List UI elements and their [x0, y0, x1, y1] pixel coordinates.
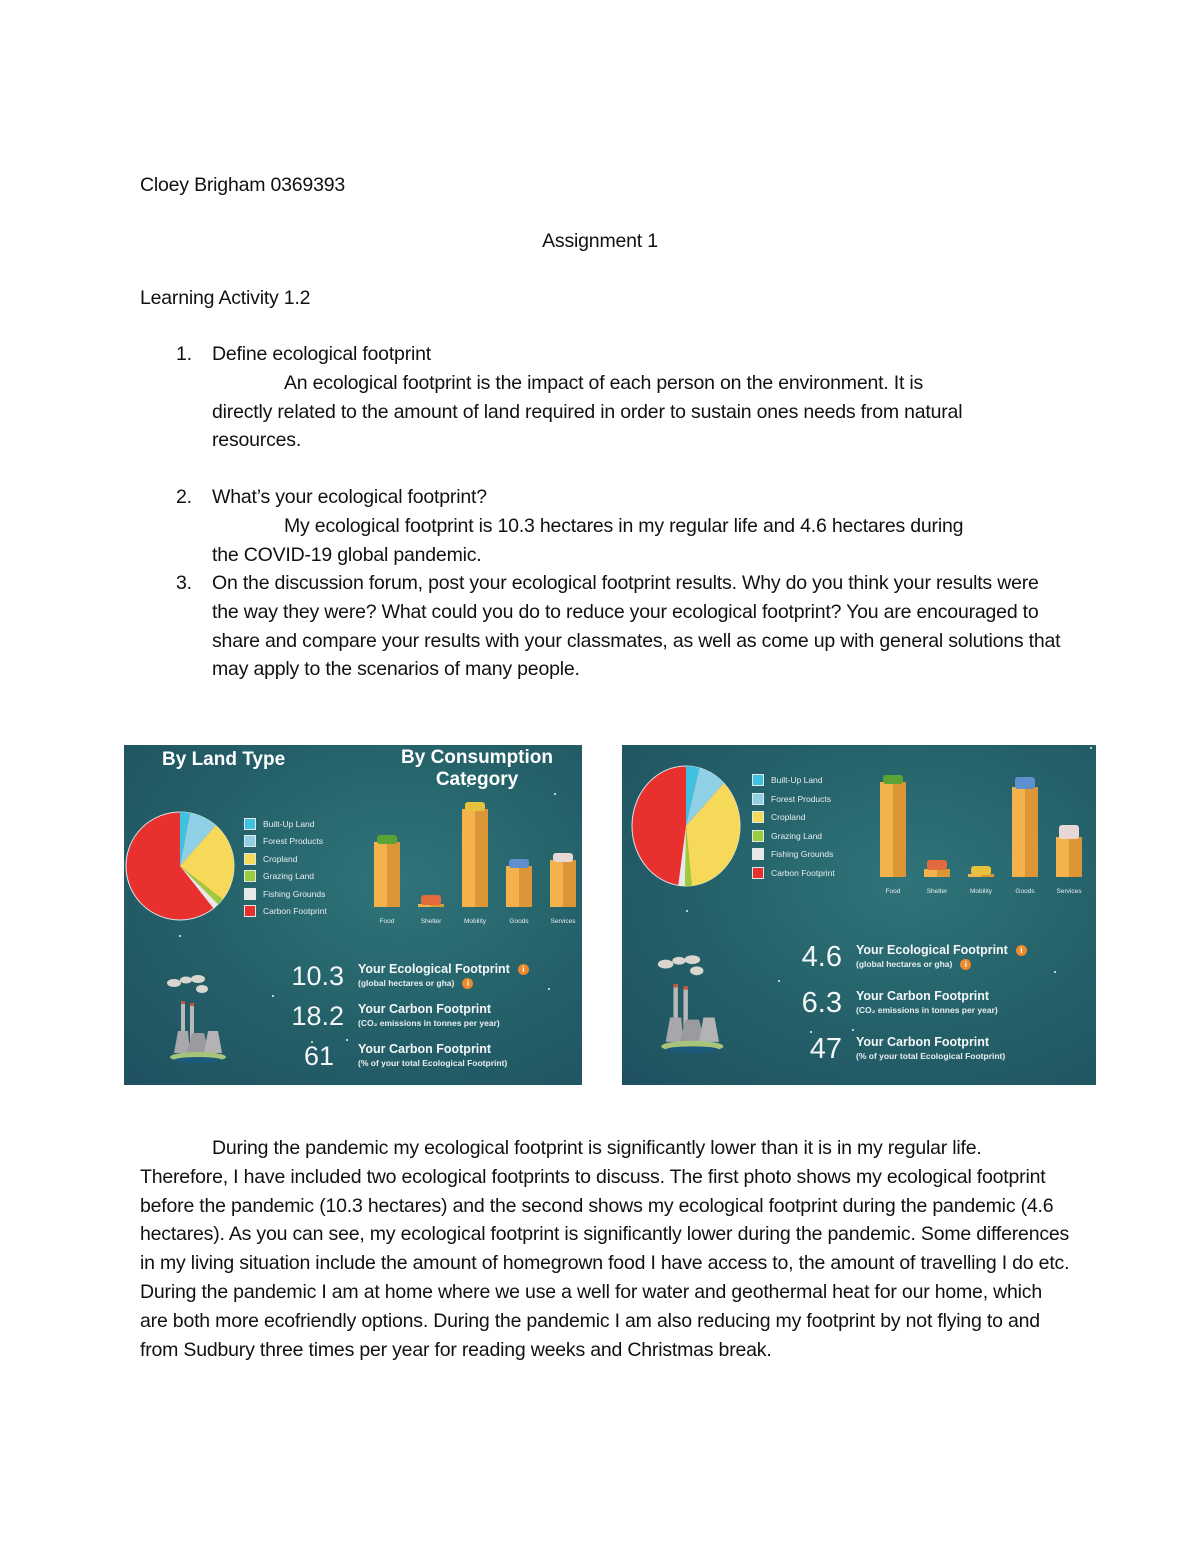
food-crop-icon — [377, 835, 397, 844]
bar-services — [550, 805, 576, 907]
bar-label-shelter: Shelter — [420, 918, 442, 925]
carbon-footprint-tonnes-value: 6.3 — [801, 987, 842, 1019]
hospital-icon — [1059, 825, 1079, 839]
land-type-legend — [752, 771, 835, 882]
carbon-footprint-percent-value: 47 — [809, 1033, 842, 1065]
bar-goods — [506, 805, 532, 907]
legend-item-grazing-land — [244, 868, 327, 886]
answer-text: An ecological footprint is the impact of each person on the environment. It is — [284, 371, 924, 394]
answer-text: My ecological footprint is 10.3 hectares in my regular life and 4.6 hectares during — [284, 514, 964, 537]
stat-title: Your Carbon Footprint — [856, 1035, 990, 1049]
question-prompt: What’s your ecological footprint? — [212, 486, 487, 508]
question-prompt: On the discussion forum, post your ecological footprint results. Why do you think your results were the way they were? What could you do to reduce your ecological footprint? You are encouraged to share and compare your results with your classmates, as well as come up with general solutions that may apply to the scenarios of many people. — [212, 572, 1061, 681]
carbon-footprint-tonnes-value: 18.2 — [291, 1001, 344, 1031]
question-prompt: Define ecological footprint — [212, 343, 431, 365]
hospital-icon — [553, 853, 573, 862]
bar-food — [880, 767, 906, 877]
bar-label-services: Services — [550, 918, 576, 925]
land-type-pie-chart — [124, 810, 236, 922]
food-crop-icon — [883, 775, 903, 784]
power-plant-icon — [654, 953, 744, 1053]
stat-subtitle: (global hectares or gha) — [358, 978, 455, 988]
list-number: 3. — [176, 572, 192, 594]
legend-item-fishing-grounds — [752, 845, 835, 864]
bar-services — [1056, 767, 1082, 877]
bar-label-food: Food — [379, 918, 395, 925]
legend-item-forest-products — [752, 790, 835, 809]
stat-subtitle: (CO₂ emissions in tonnes per year) — [856, 1005, 998, 1015]
legend-label: Forest Products — [263, 836, 323, 847]
legend-label: Grazing Land — [263, 871, 315, 882]
house-icon — [421, 895, 441, 905]
document-title-text: Assignment 1 — [542, 230, 658, 252]
info-icon[interactable]: i — [1016, 945, 1027, 956]
carbon-footprint-percent-stat — [782, 1035, 1005, 1063]
legend-item-carbon-footprint — [752, 864, 835, 883]
answer-continuation: directly related to the amount of land required in order to sustain ones needs from natural resources. — [212, 400, 963, 452]
question-1 — [176, 340, 1076, 455]
consumption-heading — [392, 747, 562, 791]
bar-label-shelter: Shelter — [926, 888, 948, 895]
consumption-bar-chart — [872, 765, 1096, 895]
legend-label: Forest Products — [771, 793, 831, 804]
legend-item-cropland — [752, 808, 835, 827]
footprint-infographic-pandemic — [622, 745, 1096, 1085]
bar-label-mobility: Mobility — [969, 888, 993, 895]
consumption-heading-line1: By Consumption — [401, 747, 553, 768]
legend-label: Cropland — [263, 853, 298, 864]
legend-label: Grazing Land — [771, 830, 823, 841]
stat-subtitle: (% of your total Ecological Footprint) — [856, 1051, 1006, 1061]
goods-box-icon — [1015, 777, 1035, 789]
info-icon[interactable]: i — [462, 978, 473, 989]
legend-label: Fishing Grounds — [771, 849, 834, 860]
footprint-infographic-regular — [124, 745, 582, 1085]
ecological-footprint-value: 4.6 — [801, 941, 842, 973]
list-number: 2. — [176, 486, 192, 508]
carbon-footprint-percent-value: 61 — [303, 1041, 334, 1071]
car-icon — [465, 802, 485, 811]
list-number: 1. — [176, 343, 192, 365]
bar-mobility — [462, 805, 488, 907]
legend-item-cropland — [244, 850, 327, 868]
stat-title: Your Carbon Footprint — [358, 1042, 492, 1056]
stat-subtitle: (% of your total Ecological Footprint) — [358, 1058, 508, 1068]
stat-title: Your Ecological Footprint — [358, 962, 510, 976]
info-icon[interactable]: i — [960, 959, 971, 970]
carbon-footprint-percent-stat — [284, 1042, 507, 1070]
carbon-footprint-tonnes-stat — [284, 1002, 500, 1030]
legend-label: Built-Up Land — [771, 775, 823, 786]
legend-label: Fishing Grounds — [263, 888, 326, 899]
bar-label-goods: Goods — [509, 918, 529, 925]
goods-box-icon — [509, 859, 529, 868]
land-type-pie-chart — [630, 765, 742, 887]
bar-label-goods: Goods — [1015, 888, 1035, 895]
legend-item-fishing-grounds — [244, 885, 327, 903]
stat-subtitle: (CO₂ emissions in tonnes per year) — [358, 1018, 500, 1028]
legend-label: Carbon Footprint — [771, 867, 835, 878]
car-icon — [971, 866, 991, 875]
consumption-bar-chart — [364, 805, 582, 925]
ecological-footprint-value: 10.3 — [291, 961, 344, 991]
legend-label: Carbon Footprint — [263, 906, 327, 917]
document-title — [0, 227, 1200, 256]
stat-subtitle: (global hectares or gha) — [856, 959, 953, 969]
ecological-footprint-stat — [782, 943, 1027, 971]
power-plant-icon — [164, 973, 244, 1063]
legend-label: Cropland — [771, 812, 806, 823]
bar-label-services: Services — [1056, 888, 1082, 895]
info-icon[interactable]: i — [518, 964, 529, 975]
carbon-footprint-tonnes-stat — [782, 989, 998, 1017]
activity-heading: Learning Activity 1.2 — [140, 287, 311, 309]
answer-first-line — [212, 369, 1076, 398]
bar-goods — [1012, 767, 1038, 877]
stat-title: Your Carbon Footprint — [856, 989, 990, 1003]
legend-item-forest-products — [244, 833, 327, 851]
bar-mobility — [968, 767, 994, 877]
land-type-heading: By Land Type — [162, 749, 286, 770]
bar-shelter — [924, 767, 950, 877]
bar-shelter — [418, 805, 444, 907]
bar-food — [374, 805, 400, 907]
question-2 — [176, 483, 1076, 569]
student-name-id: Cloey Brigham 0369393 — [140, 174, 346, 196]
stat-title: Your Carbon Footprint — [358, 1002, 492, 1016]
consumption-heading-line2: Category — [435, 769, 519, 790]
land-type-legend — [244, 815, 327, 920]
bar-label-food: Food — [885, 888, 901, 895]
legend-item-built-up-land — [752, 771, 835, 790]
discussion-text: During the pandemic my ecological footprint is significantly lower than it is in my regular life. Therefore, I have included two ecological footprints to discuss. The first photo shows my ecological footprint before the pandemic (10.3 hectares) and the second shows my ecological footprint during the pandemic (4.6 hectares). As you can see, my ecological footprint is significantly lower during the pandemic. Some differences in my living situation include the amount of homegrown food I have access to, the amount of travelling I do etc. During the pandemic I am at home where we use a well for water and geothermal heat for our home, which are both more ecofriendly options. During the pandemic I am also reducing my footprint by not flying to and from Sudbury three times per year for reading weeks and Christmas break. — [140, 1137, 1070, 1361]
stat-title: Your Ecological Footprint — [856, 943, 1008, 957]
discussion-paragraph — [140, 1134, 1070, 1364]
ecological-footprint-stat — [284, 962, 529, 990]
answer-continuation: the COVID-19 global pandemic. — [212, 543, 482, 566]
bar-label-mobility: Mobility — [463, 918, 487, 925]
legend-item-grazing-land — [752, 827, 835, 846]
legend-item-built-up-land — [244, 815, 327, 833]
answer-first-line — [212, 512, 1076, 541]
legend-label: Built-Up Land — [263, 818, 315, 829]
legend-item-carbon-footprint — [244, 903, 327, 921]
question-3 — [176, 569, 1076, 684]
house-icon — [927, 860, 947, 870]
